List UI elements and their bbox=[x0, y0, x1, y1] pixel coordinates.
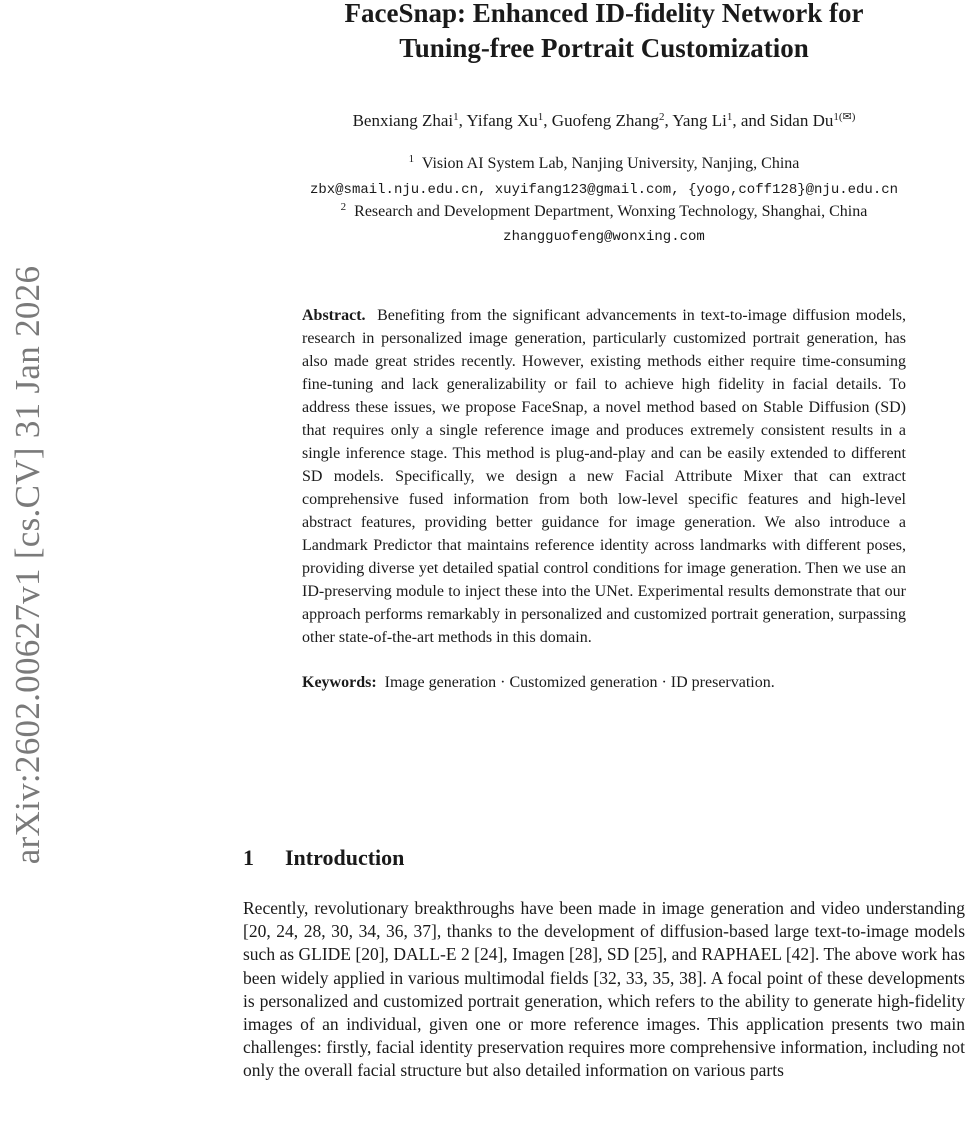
affiliation-number: 1 bbox=[408, 153, 415, 165]
author-name: Guofeng Zhang bbox=[551, 111, 659, 130]
author-affiliation-mark: 1(✉) bbox=[833, 111, 856, 123]
title-line-1: FaceSnap: Enhanced ID-fidelity Network for bbox=[344, 0, 864, 28]
affiliation-number: 2 bbox=[340, 201, 347, 213]
author-affiliation-mark: 1 bbox=[453, 111, 459, 123]
affiliation-name: Research and Development Department, Wonxing Technology, Shanghai, China bbox=[354, 203, 868, 220]
abstract-label: Abstract. bbox=[302, 307, 366, 324]
paper-title bbox=[243, 0, 965, 66]
affiliation-1 bbox=[243, 155, 965, 173]
affiliation-2 bbox=[243, 203, 965, 221]
abstract-text: Benefiting from the significant advancements in text-to-image diffusion models, research in personalized image generation, particularly customized portrait generation, has also made great strides recently. However, existing methods either require time-consuming fine-tuning and lack generalizability or fail to achieve high fidelity in facial details. To address these issues, we propose FaceSnap, a novel method based on Stable Diffusion (SD) that requires only a single reference image and produces extremely consistent results in a single inference stage. This method is plug-and-play and can be easily extended to different SD models. Specifically, we design a new Facial Attribute Mixer that can extract comprehensive fused information from both low-level specific features and high-level abstract features, providing better guidance for image generation. We also introduce a Landmark Predictor that maintains reference identity across landmarks with different poses, providing diverse yet detailed spatial control conditions for image generation. Then we use an ID-preserving module to inject these into the UNet. Experimental results demonstrate that our approach performs remarkably in personalized and customized portrait generation, surpassing other state-of-the-art methods in this domain. bbox=[302, 307, 907, 646]
section-title: Introduction bbox=[285, 845, 405, 870]
author-list bbox=[243, 111, 965, 131]
section-number: 1 bbox=[243, 845, 254, 870]
affiliation-2-email: zhangguofeng@wonxing.com bbox=[503, 229, 705, 245]
keywords-paragraph bbox=[302, 671, 906, 694]
author-name: Yifang Xu bbox=[466, 111, 538, 130]
title-line-2: Tuning-free Portrait Customization bbox=[399, 33, 809, 63]
author-name: Sidan Du bbox=[769, 111, 834, 130]
author-affiliation-mark: 1 bbox=[537, 111, 544, 123]
author-name: Yang Li bbox=[672, 111, 727, 130]
author-separator: , bbox=[543, 111, 552, 130]
arxiv-identifier: arXiv:2602.00627v1 [cs.CV] 31 Jan 2026 bbox=[8, 265, 47, 865]
author-separator: , bbox=[458, 111, 467, 130]
introduction-paragraph: Recently, revolutionary breakthroughs have been made in image generation and video understanding [20, 24, 28, 30, 34, 36, 37], thanks to the development of diffusion-based large text-to-image models such as GLIDE [20], DALL-E 2 [24], Imagen [28], SD [25], and RAPHAEL [42]. The above work has been widely applied in various multimodal fields [32, 33, 35, 38]. A focal point of these developments is personalized and customized portrait generation, which refers to the ability to generate high-fidelity images of an individual, given one or more reference images. This application presents two main challenges: firstly, facial identity preservation requires more comprehensive information, including not only the overall facial structure but also detailed information on various parts bbox=[243, 898, 965, 1081]
keywords-text: Image generation · Customized generation · ID preservation. bbox=[384, 674, 775, 691]
abstract-paragraph bbox=[302, 304, 906, 649]
section-heading-introduction bbox=[243, 845, 404, 871]
affiliation-1-emails: zbx@smail.nju.edu.cn, xuyifang123@gmail.com, {yogo,coff128}@nju.edu.cn bbox=[309, 182, 899, 198]
arxiv-sidebar-stamp bbox=[8, 185, 48, 945]
author-separator: , bbox=[664, 111, 673, 130]
abstract-block bbox=[302, 304, 906, 694]
author-affiliation-mark: 2 bbox=[658, 111, 665, 123]
introduction-body bbox=[243, 897, 965, 1083]
affiliation-name: Vision AI System Lab, Nanjing University, Nanjing, China bbox=[421, 155, 800, 172]
keywords-label: Keywords: bbox=[302, 674, 377, 691]
author-affiliation-mark: 1 bbox=[726, 111, 733, 123]
author-name: Benxiang Zhai bbox=[352, 111, 454, 130]
author-separator: , and bbox=[732, 111, 770, 130]
